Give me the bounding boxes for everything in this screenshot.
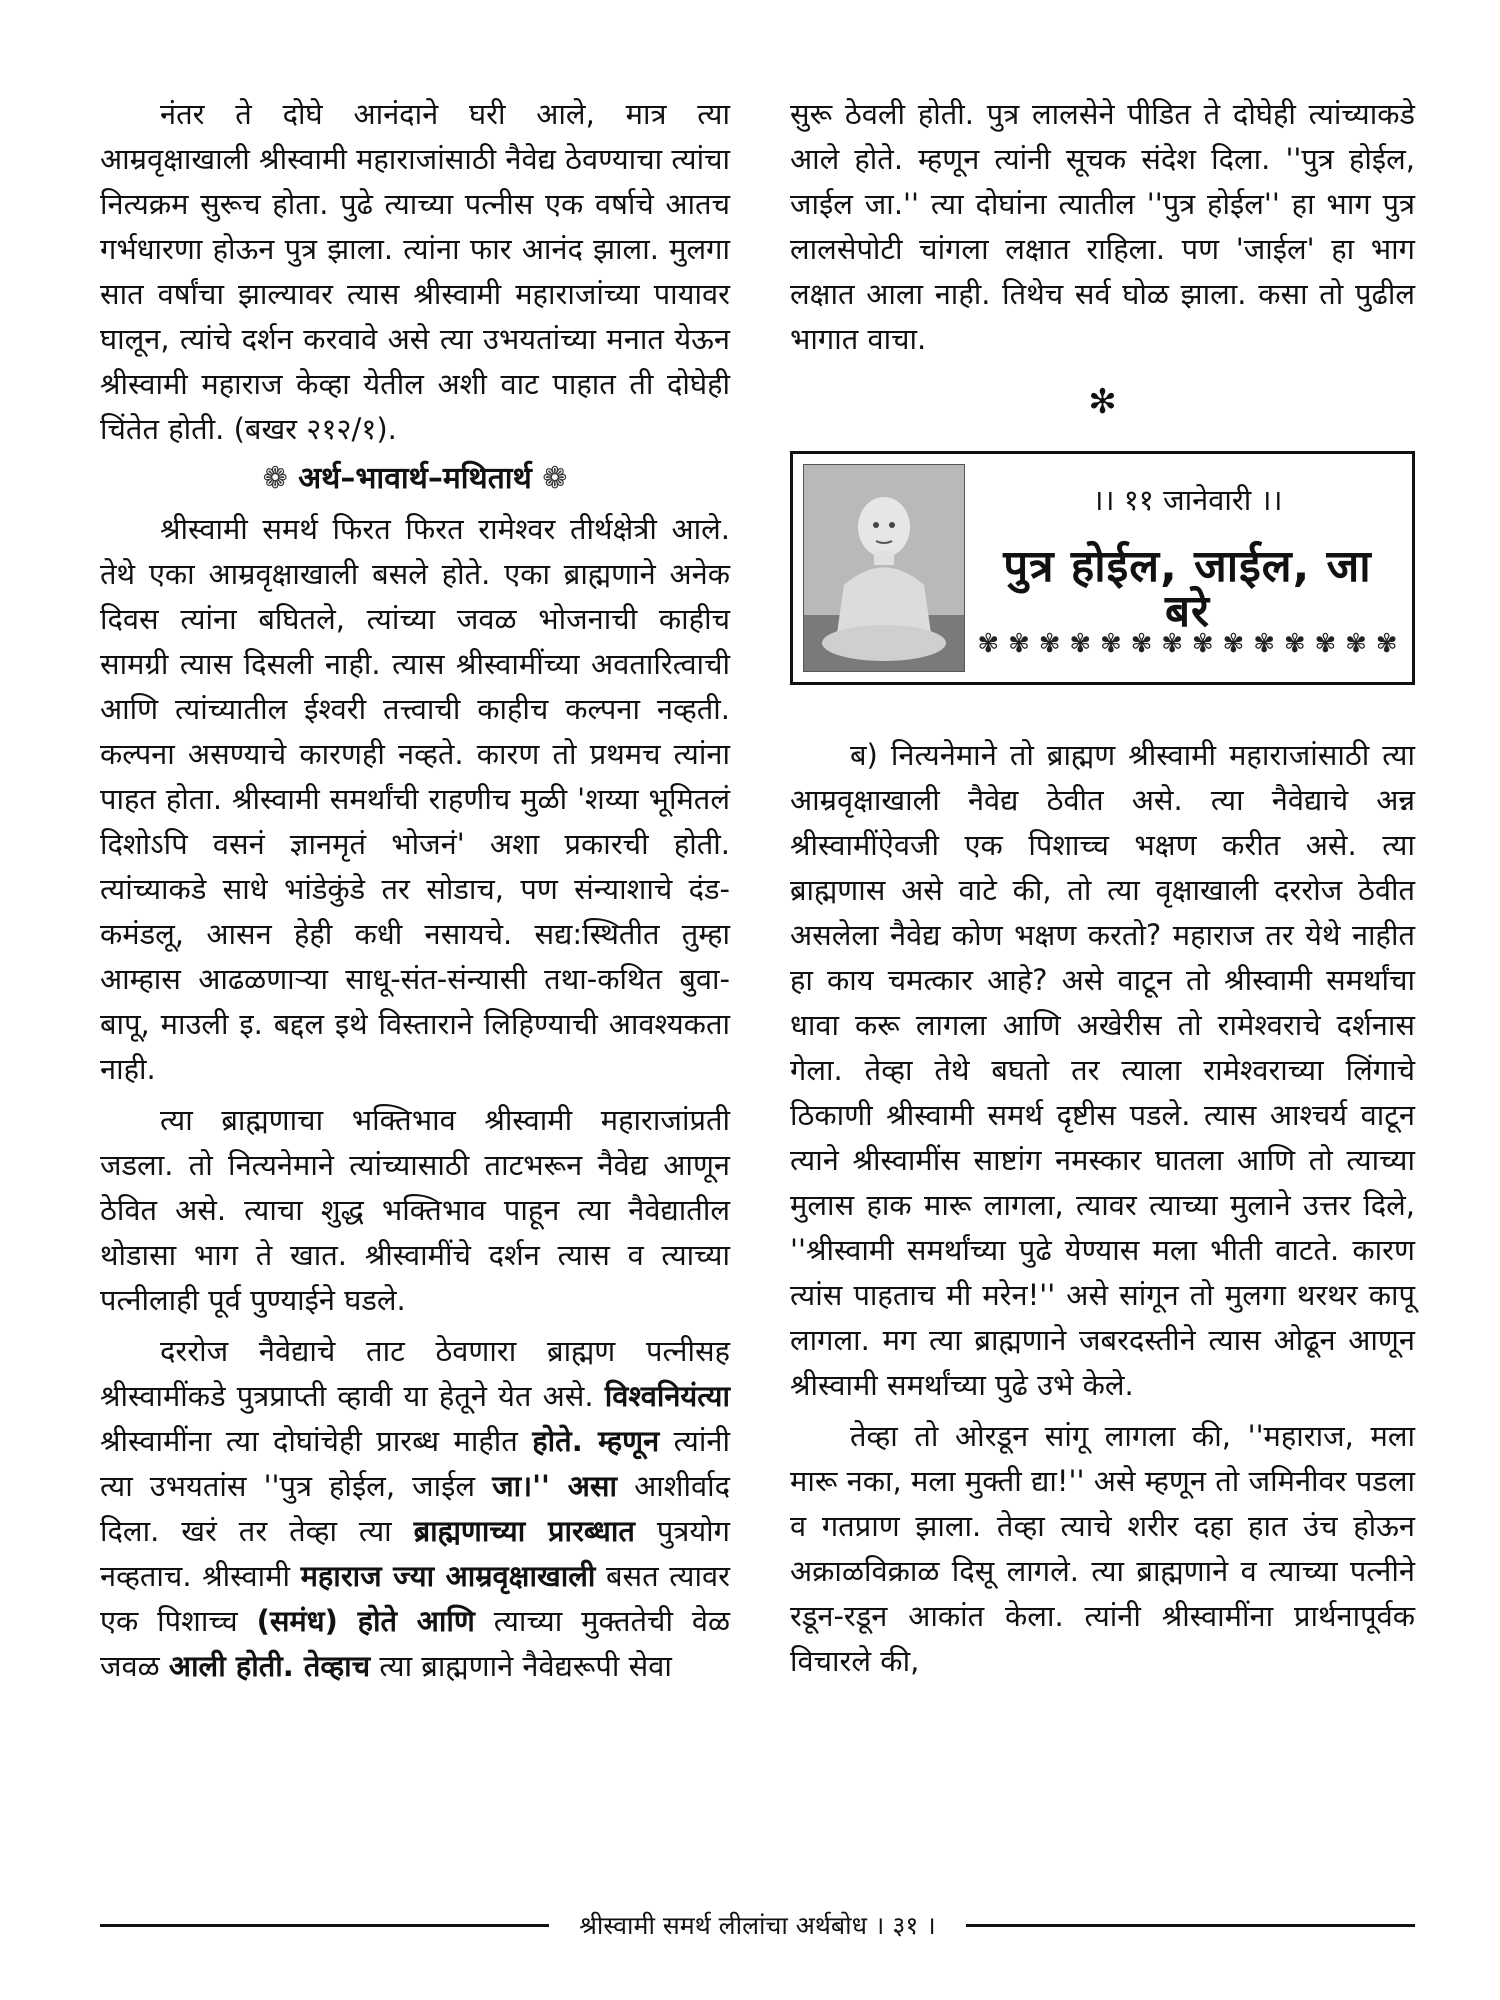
left-column [100, 92, 730, 1689]
left-paragraph-2: श्रीस्वामी समर्थ फिरत फिरत रामेश्वर तीर्थक्षेत्री आले. तेथे एका आम्रवृक्षाखाली बसले होते. एका ब्राह्मणाने अनेक दिवस त्यांना बघितले, त्यांच्या जवळ भोजनाची काहीच सामग्री त्यास दिसली नाही. त्यास श्रीस्वामींच्या अवतारित्वाची आणि त्यांच्यातील ईश्वरी तत्त्वाची काहीच कल्पना नव्हती. कल्पना असण्याचे कारणही नव्हते. कारण तो प्रथमच त्यांना पाहत होता. श्रीस्वामी समर्थांची राहणीच मुळी 'शय्या भूमितलं दिशोऽपि वसनं ज्ञानमृतं भोजनं' अशा प्रकारची होती. त्यांच्याकडे साधे भांडेकुंडे तर सोडाच, पण संन्याशाचे दंड-कमंडलू, आसन हेही कधी नसायचे. सद्य:स्थितीत तुम्हा आम्हास आढळणाऱ्या साधू-संत-संन्यासी तथा-कथित बुवा-बापू, माउली इ. बद्दल इथे विस्ताराने लिहिण्याची आवश्यकता नाही. [100, 512, 730, 1086]
text-run: त्याच्या मुक्ततेची वेळ जवळ [100, 1604, 730, 1683]
page-footer [100, 1905, 1415, 1945]
flower-ornament-icon: ❁ [262, 461, 288, 496]
bold-run: विश्वनियंत्या [604, 1379, 730, 1413]
bold-run: जा।'' असा [492, 1469, 618, 1503]
swami-portrait-image [803, 464, 965, 672]
right-column [790, 92, 1415, 1684]
text-run: आशीर्वाद दिला. खरं तर तेव्हा त्या [100, 1469, 730, 1548]
text-run: त्या ब्राह्मणाने नैवेद्यरूपी सेवा [370, 1649, 672, 1683]
section-heading-text: अर्थ–भावार्थ–मथितार्थ [298, 461, 532, 496]
floral-border-icon: ✾ ✾ ✾ ✾ ✾ ✾ ✾ ✾ ✾ ✾ ✾ ✾ ✾ ✾ [977, 628, 1398, 659]
bold-run: ब्राह्मणाच्या प्रारब्धात [413, 1514, 635, 1548]
right-paragraph-2: ब) नित्यनेमाने तो ब्राह्मण श्रीस्वामी महाराजांसाठी त्या आम्रवृक्षाखाली नैवेद्य ठेवीत असे. त्या नैवेद्याचे अन्न श्रीस्वामींऐवजी एक पिशाच्च भक्षण करीत असे. त्या ब्राह्मणास असे वाटे की, तो त्या वृक्षाखाली दररोज ठेवीत असलेला नैवेद्य कोण भक्षण करतो? महाराज तर येथे नाहीत हा काय चमत्कार आहे? असे वाटून तो श्रीस्वामी समर्थांचा धावा करू लागला आणि अखेरीस तो रामेश्वराचे दर्शनास गेला. तेव्हा तेथे बघतो तर त्याला रामेश्वराच्या लिंगाचे ठिकाणी श्रीस्वामी समर्थ दृष्टीस पडले. त्यास आश्चर्य वाटून त्याने श्रीस्वामींस साष्टांग नमस्कार घातला आणि तो त्याच्या मुलास हाक मारू लागला, त्यावर त्याच्या मुलाने उत्तर दिले, ''श्रीस्वामी समर्थांच्या पुढे येण्यास मला भीती वाटते. कारण त्यांस पाहताच मी मरेन!'' असे सांगून तो मुलगा थरथर कापू लागला. मग त्या ब्राह्मणाने जबरदस्तीने त्यास ओढून आणून श्रीस्वामी समर्थांच्या पुढे उभे केले. [790, 738, 1415, 1402]
chapter-title: पुत्र होईल, जाईल, जा बरे [1003, 541, 1372, 637]
text-run: पुत्रयोग नव्हताच. श्रीस्वामी [100, 1514, 730, 1593]
right-paragraph-1: सुरू ठेवली होती. पुत्र लालसेने पीडित ते दोघेही त्यांच्याकडे आले होते. म्हणून त्यांनी सूचक संदेश दिला. ''पुत्र होईल, जाईल जा.'' त्या दोघांना त्यातील ''पुत्र होईल'' हा भाग पुत्र लालसेपोटी चांगला लक्षात राहिला. पण 'जाईल' हा भाग लक्षात आला नाही. तिथेच सर्व घोळ झाला. कसा तो पुढील भागात वाचा. [790, 97, 1415, 356]
bold-run: (समंध) होते आणि [256, 1604, 475, 1638]
text-run: श्रीस्वामींना त्या दोघांचेही प्रारब्ध माहीत [100, 1424, 533, 1458]
footer-rule-right [966, 1924, 1415, 1927]
left-paragraph-4 [100, 1329, 730, 1689]
text-run: दररोज नैवेद्याचे ताट ठेवणारा ब्राह्मण पत्नीसह श्रीस्वामींकडे पुत्रप्राप्ती व्हावी या हेतूने येत असे. [100, 1334, 730, 1413]
right-paragraph-3: तेव्हा तो ओरडून सांगू लागला की, ''महाराज, मला मारू नका, मला मुक्ती द्या!'' असे म्हणून तो जमिनीवर पडला व गतप्राण झाला. तेव्हा त्याचे शरीर दहा हात उंच होऊन अक्राळविक्राळ दिसू लागले. त्या ब्राह्मणाने व त्याच्या पत्नीने रडून-रडून आकांत केला. त्यांनी श्रीस्वामींना प्रार्थनापूर्वक विचारले की, [790, 1419, 1415, 1678]
text-run: बसत त्यावर एक पिशाच्च [100, 1559, 730, 1638]
footer-text: श्रीस्वामी समर्थ लीलांचा अर्थबोध । ३१ । [579, 1911, 936, 1940]
asterisk-separator-icon: ✻ [1088, 382, 1117, 422]
bold-run: आली होती. तेव्हाच [168, 1649, 371, 1683]
chapter-date: ।। ११ जानेवारी ।। [1092, 483, 1283, 517]
chapter-title-box [790, 451, 1415, 685]
flower-ornament-icon: ❁ [542, 461, 568, 496]
section-heading [100, 456, 730, 501]
left-paragraph-3: त्या ब्राह्मणाचा भक्तिभाव श्रीस्वामी महाराजांप्रती जडला. तो नित्यनेमाने त्यांच्यासाठी ताटभरून नैवेद्य आणून ठेवित असे. त्याचा शुद्ध भक्तिभाव पाहून त्या नैवेद्यातील थोडासा भाग ते खात. श्रीस्वामींचे दर्शन त्यास व त्याच्या पत्नीलाही पूर्व पुण्याईने घडले. [100, 1103, 730, 1317]
bold-run: होते. म्हणून [532, 1424, 660, 1458]
bold-run: महाराज ज्या आम्रवृक्षाखाली [300, 1559, 596, 1593]
portrait-illustration [804, 465, 964, 671]
left-paragraph-1: नंतर ते दोघे आनंदाने घरी आले, मात्र त्या आम्रवृक्षाखाली श्रीस्वामी महाराजांसाठी नैवेद्य ठेवण्याचा त्यांचा नित्यक्रम सुरूच होता. पुढे त्याच्या पत्नीस एक वर्षाचे आतच गर्भधारणा होऊन पुत्र झाला. त्यांना फार आनंद झाला. मुलगा सात वर्षांचा झाल्यावर त्यास श्रीस्वामी महाराजांच्या पायावर घालून, त्यांचे दर्शन करवावे असे त्या उभयतांच्या मनात येऊन श्रीस्वामी महाराज केव्हा येतील अशी वाट पाहात ती दोघेही चिंतेत होती. (बखर २१२/१). [100, 97, 731, 446]
footer-rule-left [100, 1924, 549, 1927]
text-run: त्यांनी त्या उभयतांस ''पुत्र होईल, जाईल [100, 1424, 730, 1503]
